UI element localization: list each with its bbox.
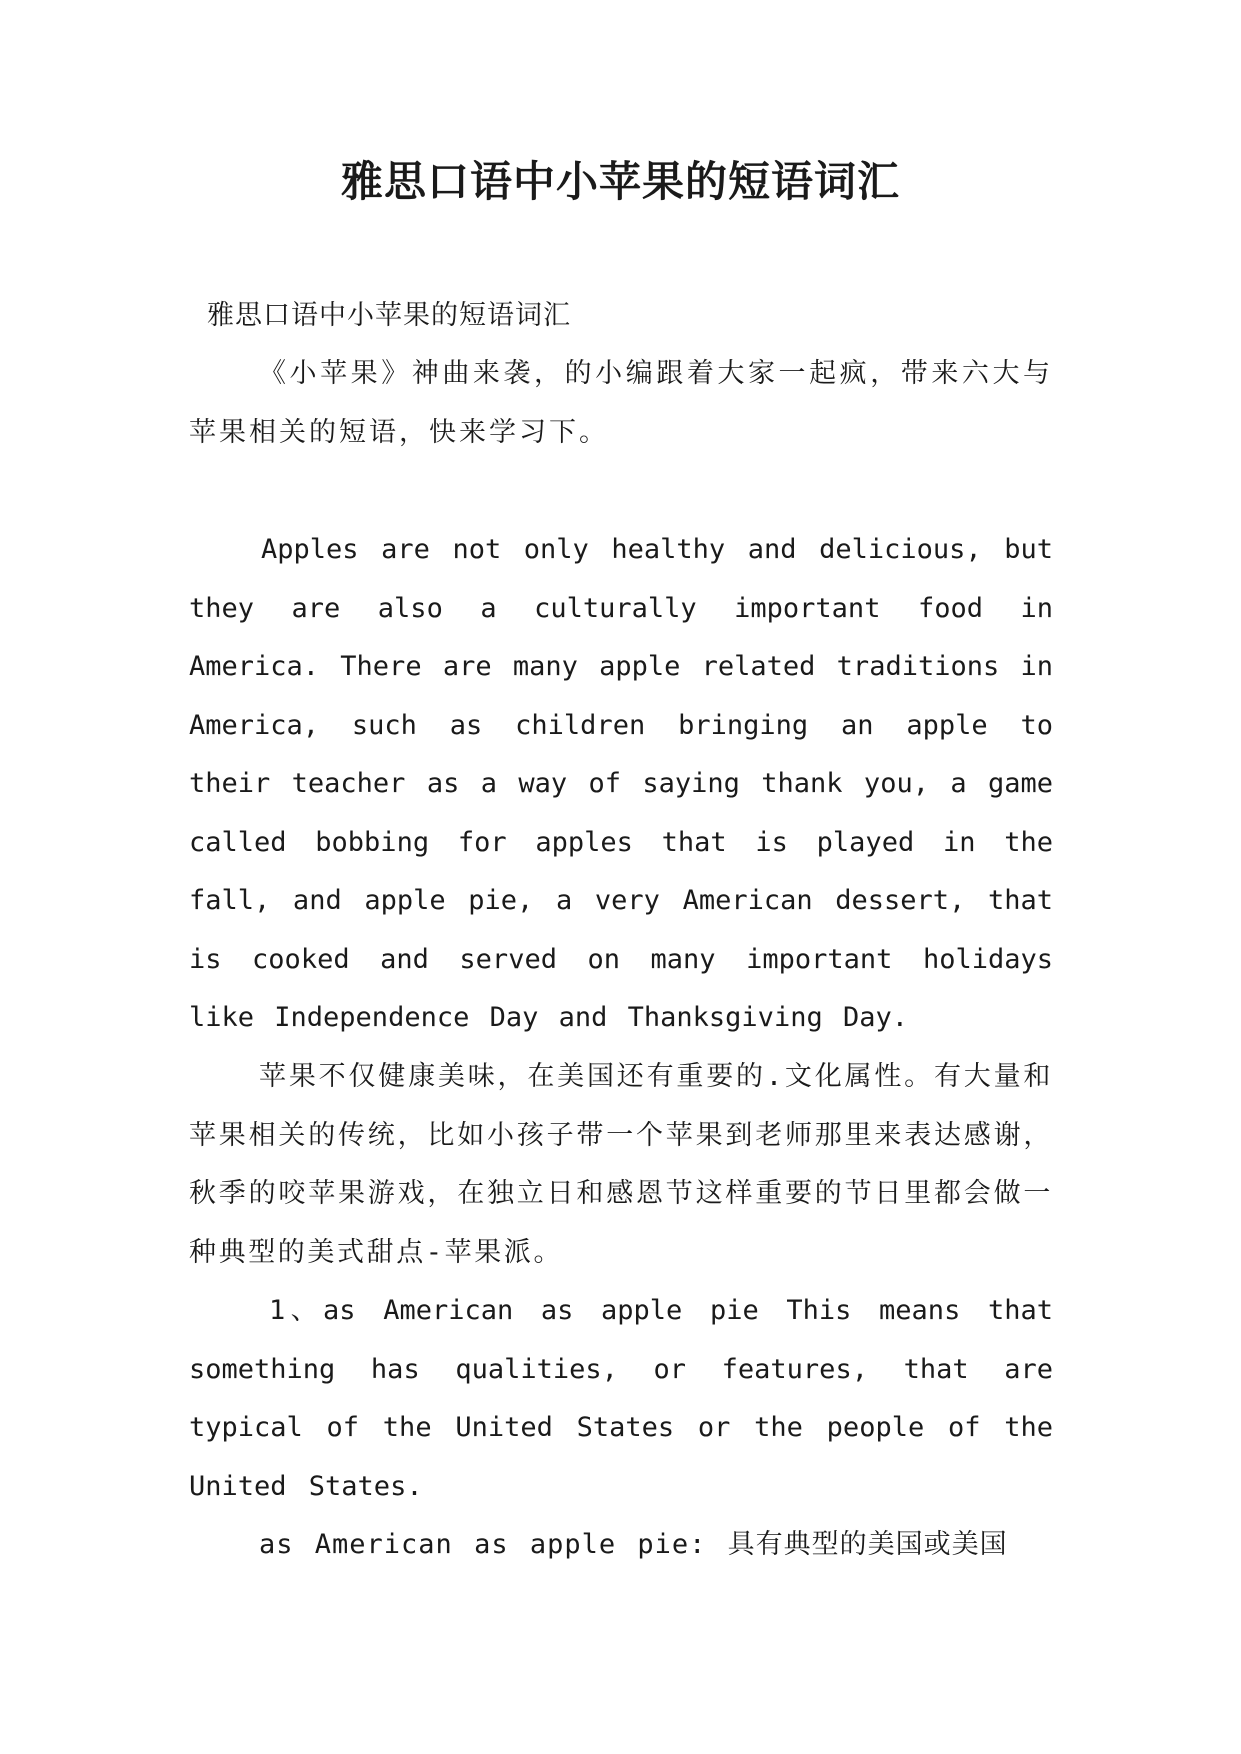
- intro-paragraph: 《小苹果》神曲来袭，的小编跟着大家一起疯，带来六大与苹果相关的短语，快来学习下。: [189, 358, 1053, 448]
- english-paragraph-apples: Apples are not only healthy and delicious, but they are also a culturally important food in America. There are many apple related traditions in America, such as children bringing an apple to their teacher as a way of saying thank you, a game called bobbing for apples that is played in the fall, and apple pie, a very American dessert, that is cooked and served on many important holidays like Independence Day and Thanksgiving Day.: [189, 534, 1053, 1033]
- document-subtitle: 雅思口语中小苹果的短语词汇: [207, 300, 571, 331]
- document-title: 雅思口语中小苹果的短语词汇: [340, 157, 900, 206]
- chinese-paragraph-apples: 苹果不仅健康美味，在美国还有重要的.文化属性。有大量和苹果相关的传统，比如小孩子带一个苹果到老师那里来表达感谢，秋季的咬苹果游戏，在独立日和感恩节这样重要的节日里都会做一种典型的美式甜点-苹果派。: [189, 1061, 1053, 1268]
- phrase-item-1-english: 1、as American as apple pie This means that something has qualities, or features, that are typical of the United States or the people of the United States.: [189, 1295, 1053, 1502]
- phrase-item-1-chinese: as American as apple pie: 具有典型的美国或美国: [259, 1529, 1008, 1560]
